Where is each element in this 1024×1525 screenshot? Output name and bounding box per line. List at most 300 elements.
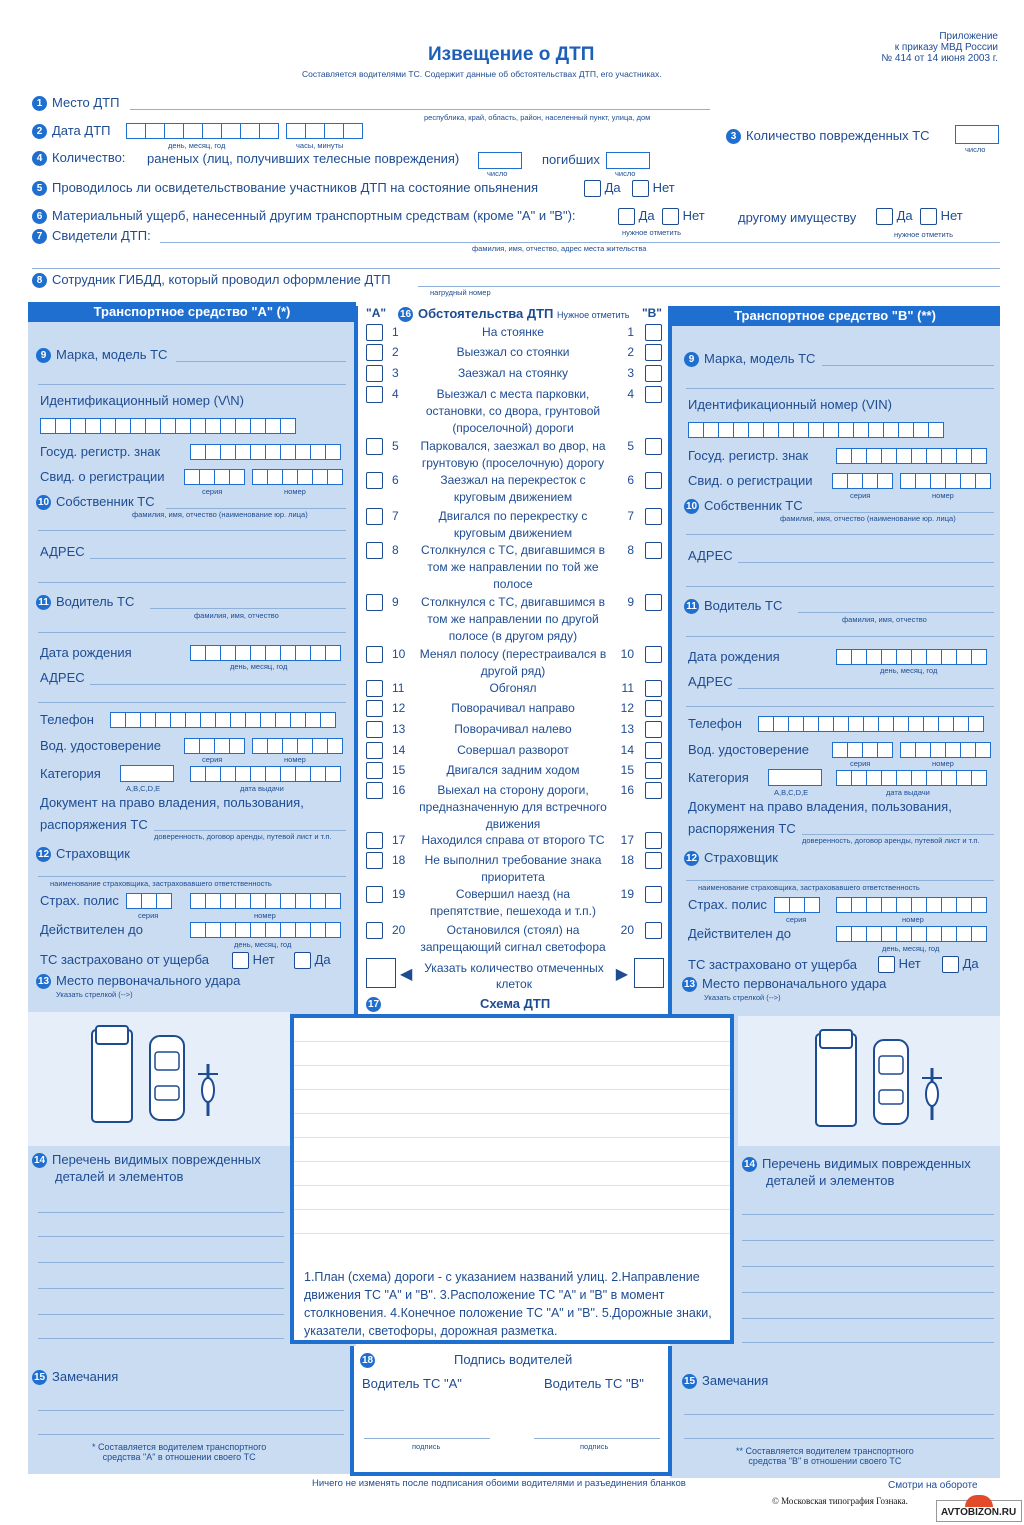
a-damage-line[interactable] [38, 1338, 284, 1339]
b-damage-line[interactable] [742, 1342, 994, 1343]
time-hint: часы, минуты [296, 141, 344, 150]
a-license-label: Вод. удостоверение [40, 738, 161, 753]
a-remarks-line[interactable] [38, 1434, 344, 1435]
a-footnote: * Составляется водителем транспортного средства "А" в отношении своего ТС [92, 1442, 267, 1462]
circumstance-text: Заезжал на стоянку [457, 366, 569, 380]
b-issue-date-input[interactable] [836, 770, 986, 786]
category-hint: A,B,C,D,E [126, 784, 161, 793]
circumstance-a-checkbox[interactable] [366, 721, 383, 738]
circumstances-panel [354, 306, 672, 1016]
circumstance-row [358, 324, 668, 342]
b-category-label: Категория [688, 770, 749, 785]
a-policy-series-input[interactable] [126, 893, 171, 909]
a-remarks-line[interactable] [38, 1410, 344, 1411]
field-2-date: 2 Дата ДТП [32, 123, 111, 139]
a-model-input-2[interactable] [38, 384, 346, 385]
alcohol-no-checkbox[interactable] [632, 180, 649, 197]
mark-hint: нужное отметить [894, 230, 954, 239]
other-no-checkbox[interactable] [920, 208, 937, 225]
b-birth-input[interactable] [836, 649, 986, 665]
row-number: 9 [392, 595, 399, 609]
circumstance-text: Находился справа от второго ТС [421, 833, 605, 847]
dead-count-input[interactable] [606, 152, 650, 169]
appendix-line: к приказу МВД России [894, 42, 998, 53]
b-license-label: Вод. удостоверение [688, 742, 809, 757]
a-driver-input[interactable] [150, 608, 346, 609]
row-number: 10 [620, 647, 634, 661]
circumstance-b-checkbox[interactable] [645, 594, 662, 611]
driver-b-signature-line[interactable] [534, 1438, 660, 1439]
row-number: 11 [621, 681, 634, 695]
a-license-number-input[interactable] [252, 738, 342, 754]
number-badge: 18 [361, 1355, 374, 1367]
row-number: 11 [392, 681, 405, 695]
b-insured-label: ТС застраховано от ущерба [688, 957, 858, 972]
b-damage-line[interactable] [742, 1266, 994, 1267]
b-vin-label: Идентификационный номер (VIN) [688, 397, 892, 412]
damaged-count-input[interactable] [955, 125, 999, 144]
a-vin-input[interactable] [40, 418, 295, 434]
circumstance-a-checkbox[interactable] [366, 762, 383, 779]
circumstance-b-checkbox[interactable] [645, 742, 662, 759]
field-8-officer: 8 Сотрудник ГИБДД, который проводил оформление ДТП [32, 272, 391, 288]
circumstance-a-checkbox[interactable] [366, 700, 383, 717]
circumstance-text: Двигался по перекрестку с круговым движением [438, 509, 588, 540]
vehicle-silhouettes-a[interactable] [86, 1024, 226, 1124]
injured-count-input[interactable] [478, 152, 522, 169]
a-owner-input-2[interactable] [38, 530, 346, 531]
a-damage-line[interactable] [38, 1288, 284, 1289]
number-badge: 14 [743, 1159, 756, 1171]
signature-area [350, 1346, 672, 1476]
circumstance-b-checkbox[interactable] [645, 832, 662, 849]
driver-b-sign-label: Водитель ТС "В" [544, 1376, 644, 1391]
row-number: 17 [620, 833, 634, 847]
circumstance-a-checkbox[interactable] [366, 742, 383, 759]
witnesses-input-line[interactable] [160, 242, 1000, 243]
b-driver-address-input[interactable] [738, 688, 994, 689]
col-a-label: "А" [366, 306, 387, 320]
circumstance-text: Выехал на сторону дороги, предназначенную для встречного движения [419, 783, 607, 831]
circumstance-row [358, 472, 668, 506]
circumstance-a-checkbox[interactable] [366, 508, 383, 525]
impact-hint: Указать стрелкой (-->) [56, 990, 133, 999]
row-number: 14 [620, 743, 634, 757]
circumstance-a-checkbox[interactable] [366, 782, 383, 799]
field-3-damaged-count: 3 Количество поврежденных ТС [726, 128, 930, 144]
other-property-label: другому имуществу [738, 210, 857, 225]
row-number: 5 [392, 439, 399, 453]
a-policy-number-input[interactable] [190, 893, 340, 909]
number-badge: 5 [32, 181, 47, 196]
b-damage-line[interactable] [742, 1214, 994, 1215]
issue-date-hint: дата выдачи [886, 788, 930, 797]
series-hint: серия [786, 915, 807, 924]
a-driver-label: 11 Водитель ТС [36, 594, 134, 610]
a-model-input[interactable] [176, 361, 346, 362]
number-badge: 6 [32, 209, 47, 224]
circumstance-b-checkbox[interactable] [645, 721, 662, 738]
injured-hint: число [487, 169, 508, 178]
b-insurer-input[interactable] [686, 880, 994, 881]
circumstance-b-checkbox[interactable] [645, 472, 662, 489]
row-number: 7 [627, 509, 634, 523]
number-hint: номер [284, 487, 306, 496]
circumstance-a-checkbox[interactable] [366, 680, 383, 697]
circumstance-a-checkbox[interactable] [366, 472, 383, 489]
circumstance-b-checkbox[interactable] [645, 886, 662, 903]
car-icon [150, 1036, 184, 1120]
circumstance-a-checkbox[interactable] [366, 594, 383, 611]
scheme-title: 17 Схема ДТП [367, 996, 551, 1011]
circumstance-row [358, 508, 668, 542]
b-birth-label: Дата рождения [688, 649, 780, 664]
number-badge: 15 [683, 1376, 696, 1388]
a-driver-address-input-2[interactable] [38, 702, 346, 703]
number-badge: 8 [32, 273, 47, 288]
circumstance-b-checkbox[interactable] [645, 508, 662, 525]
alcohol-yes-checkbox[interactable] [584, 180, 601, 197]
a-damage-label: 14 Перечень видимых поврежденных [33, 1152, 261, 1167]
b-insurer-label: 12 Страховщик [685, 850, 778, 865]
vehicle-b-header: Транспортное средство "В" (**) [670, 306, 1000, 326]
witnesses-hint: фамилия, имя, отчество, адрес места жительства [472, 244, 647, 253]
b-reg-series-input[interactable] [832, 473, 892, 489]
b-doc-label-1: Документ на право владения, пользования, [688, 799, 952, 814]
circumstance-a-checkbox[interactable] [366, 386, 383, 403]
circumstance-b-checkbox[interactable] [645, 365, 662, 382]
a-plate-label: Госуд. регистр. знак [40, 444, 161, 459]
circumstance-a-checkbox[interactable] [366, 886, 383, 903]
a-damage-line[interactable] [38, 1262, 284, 1263]
a-doc-label-1: Документ на право владения, пользования, [40, 795, 304, 810]
row-number: 17 [392, 833, 406, 847]
circumstance-b-checkbox[interactable] [645, 782, 662, 799]
b-insured-yes-checkbox[interactable] [942, 956, 959, 973]
a-birth-input[interactable] [190, 645, 340, 661]
b-model-input[interactable] [822, 365, 994, 366]
a-issue-date-input[interactable] [190, 766, 340, 782]
number-badge: 13 [37, 976, 50, 988]
b-policy-label: Страх. полис [688, 897, 767, 912]
b-valid-input[interactable] [836, 926, 986, 942]
birth-hint: день, месяц, год [230, 662, 288, 671]
circumstance-row [358, 782, 668, 832]
circumstance-text: Обгонял [489, 681, 537, 695]
circumstance-a-checkbox[interactable] [366, 542, 383, 559]
circumstances-header [358, 306, 668, 324]
row-number: 8 [627, 543, 634, 557]
b-category-input[interactable] [768, 769, 822, 786]
number-hint: номер [284, 755, 306, 764]
number-badge: 4 [32, 151, 47, 166]
row-number: 10 [392, 647, 406, 661]
count-label: Указать количество отмеченных клеток [424, 961, 604, 991]
signature-title: 18 Подпись водителей [361, 1352, 573, 1367]
row-number: 1 [392, 325, 399, 339]
row-number: 13 [392, 722, 406, 736]
b-reg-number-input[interactable] [900, 473, 990, 489]
circumstance-row [358, 700, 668, 718]
circumstance-text: Совершал разворот [457, 743, 569, 757]
b-insured-no-checkbox[interactable] [878, 956, 895, 973]
circumstance-b-checkbox[interactable] [645, 762, 662, 779]
number-badge: 10 [37, 497, 50, 509]
circumstance-a-checkbox[interactable] [366, 365, 383, 382]
b-damage-line[interactable] [742, 1240, 994, 1241]
damage-yes: Да [618, 208, 655, 225]
count-box-a[interactable] [366, 958, 396, 988]
circumstance-a-checkbox[interactable] [366, 922, 383, 939]
b-damage-line[interactable] [742, 1292, 994, 1293]
b-plate-input[interactable] [836, 448, 986, 464]
date-hint: день, месяц, год [168, 141, 226, 150]
arrow-right-icon: ▶ [615, 966, 628, 983]
a-insured-no-checkbox[interactable] [232, 952, 249, 969]
a-reg-label: Свид. о регистрации [40, 469, 165, 484]
a-phone-label: Телефон [40, 712, 94, 727]
circumstance-row [358, 344, 668, 362]
row-number: 16 [392, 783, 406, 797]
circumstance-a-checkbox[interactable] [366, 438, 383, 455]
b-owner-input-2[interactable] [686, 534, 994, 535]
count-row [358, 958, 668, 992]
scheme-note: 1.План (схема) дороги - с указанием названий улиц. 2.Направление движения ТС "А" и "В". 3.Расположение ТС "А" и "В" в момент столкновения. 4.Конечное положение ТС "А" и "В". 5.Дорожные знаки, указатели, светофоры, дорожная разметка. [304, 1270, 712, 1338]
a-phone-input[interactable] [110, 712, 335, 728]
valid-hint: день, месяц, год [882, 944, 940, 953]
row-number: 3 [392, 366, 399, 380]
doc-hint: доверенность, договор аренды, путевой лист и т.п. [802, 836, 980, 845]
circumstance-row [358, 832, 668, 850]
a-owner-input[interactable] [166, 508, 346, 509]
place-hint: республика, край, область, район, населенный пункт, улица, дом [424, 113, 651, 122]
a-driver-address-input[interactable] [90, 684, 346, 685]
circumstance-text: Столкнулся с ТС, двигавшимся в том же направлении по той же полосе [421, 543, 605, 591]
b-doc-label-2: распоряжения ТС [688, 821, 796, 836]
b-driver-address-input-2[interactable] [686, 706, 994, 707]
row-number: 1 [627, 325, 634, 339]
series-hint: серия [202, 487, 223, 496]
witnesses-input-line-2[interactable] [32, 268, 1000, 269]
a-damage-line[interactable] [38, 1314, 284, 1315]
b-driver-label: 11 Водитель ТС [684, 598, 782, 614]
circumstance-b-checkbox[interactable] [645, 700, 662, 717]
a-doc-input[interactable] [154, 830, 346, 831]
circumstance-b-checkbox[interactable] [645, 542, 662, 559]
row-number: 18 [620, 853, 634, 867]
printer-note: © Московская типография Гознака. [772, 1496, 908, 1506]
owner-hint: фамилия, имя, отчество (наименование юр. лица) [780, 514, 956, 523]
circumstance-b-checkbox[interactable] [645, 922, 662, 939]
a-owner-label: 10 Собственник ТС [37, 494, 155, 509]
circumstance-a-checkbox[interactable] [366, 832, 383, 849]
a-driver-input-2[interactable] [38, 632, 346, 633]
b-phone-label: Телефон [688, 716, 742, 731]
b-insured-no: Нет [878, 956, 921, 973]
count-box-b[interactable] [634, 958, 664, 988]
row-number: 15 [392, 763, 406, 777]
row-number: 18 [392, 853, 406, 867]
circumstance-row [358, 852, 668, 886]
row-number: 2 [627, 345, 634, 359]
row-number: 13 [620, 722, 634, 736]
a-model-label: 9 Марка, модель ТС [36, 347, 167, 363]
a-category-label: Категория [40, 766, 101, 781]
b-impact-label: 13 Место первоначального удара [683, 976, 887, 991]
a-insured-yes: Да [294, 952, 331, 969]
mark-hint: нужное отметить [622, 228, 682, 237]
arrow-left-icon: ◀ [400, 966, 413, 983]
number-hint: номер [932, 759, 954, 768]
category-hint: A,B,C,D,E [774, 788, 809, 797]
insurer-hint: наименование страховщика, застраховавшего ответственность [698, 883, 920, 892]
a-reg-series-input[interactable] [184, 469, 244, 485]
doc-hint: доверенность, договор аренды, путевой лист и т.п. [154, 832, 332, 841]
appendix-line: Приложение [939, 31, 998, 42]
issue-date-hint: дата выдачи [240, 784, 284, 793]
row-number: 4 [392, 387, 399, 401]
circumstance-row [358, 680, 668, 698]
series-hint: серия [202, 755, 223, 764]
number-badge: 1 [32, 96, 47, 111]
circumstance-a-checkbox[interactable] [366, 852, 383, 869]
circumstance-b-checkbox[interactable] [645, 438, 662, 455]
b-model-label: 9 Марка, модель ТС [684, 351, 815, 367]
b-remarks-line[interactable] [684, 1414, 994, 1415]
place-input-line[interactable] [130, 109, 710, 110]
circumstance-text: Выезжал со стоянки [456, 345, 570, 359]
appendix-note [881, 31, 998, 64]
circumstance-row [358, 721, 668, 739]
field-7-witnesses: 7 Свидетели ДТП: [32, 228, 151, 244]
b-license-series-input[interactable] [832, 742, 892, 758]
damage-no: Нет [662, 208, 705, 225]
valid-hint: день, месяц, год [234, 940, 292, 949]
a-reg-number-input[interactable] [252, 469, 342, 485]
circumstance-a-checkbox[interactable] [366, 324, 383, 341]
b-vin-input[interactable] [688, 422, 943, 438]
number-badge: 17 [367, 999, 380, 1011]
driver-a-signature-line[interactable] [364, 1438, 490, 1439]
injured-label: раненых (лиц, получивших телесные повреждения) [147, 151, 460, 166]
circumstance-b-checkbox[interactable] [645, 324, 662, 341]
number-badge: 9 [36, 348, 51, 363]
number-badge: 14 [33, 1155, 46, 1167]
a-damage-line[interactable] [38, 1236, 284, 1237]
circumstance-b-checkbox[interactable] [645, 344, 662, 361]
b-doc-input[interactable] [802, 834, 994, 835]
b-footnote: ** Составляется водителем транспортного средства "В" в отношении своего ТС [736, 1446, 914, 1466]
b-phone-input[interactable] [758, 716, 983, 732]
circumstance-text: Поворачивал направо [451, 701, 575, 715]
circumstance-b-checkbox[interactable] [645, 386, 662, 403]
officer-hint: нагрудный номер [430, 288, 491, 297]
scheme-grid [294, 1018, 730, 1256]
a-plate-input[interactable] [190, 444, 340, 460]
officer-input-line[interactable] [418, 286, 1000, 287]
a-insured-yes-checkbox[interactable] [294, 952, 311, 969]
form-subtitle: Составляется водителями ТС. Содержит данные об обстоятельствах ДТП, его участниках. [302, 69, 662, 79]
circumstance-a-checkbox[interactable] [366, 646, 383, 663]
helmet-icon [965, 1495, 993, 1507]
series-hint: серия [850, 759, 871, 768]
accident-scheme-area[interactable] [290, 1014, 734, 1344]
row-number: 7 [392, 509, 399, 523]
a-insurer-label: 12 Страховщик [37, 846, 130, 861]
row-number: 9 [627, 595, 634, 609]
row-number: 6 [392, 473, 399, 487]
circumstance-text: На стоянке [482, 325, 544, 339]
a-driver-address-label: АДРЕС [40, 670, 85, 685]
circumstance-text: Менял полосу (перестраивался в другой ряд) [419, 647, 607, 678]
a-insured-no: Нет [232, 952, 275, 969]
circumstance-b-checkbox[interactable] [645, 646, 662, 663]
sign-hint-b: подпись [580, 1442, 609, 1451]
vehicle-silhouettes-b[interactable] [810, 1028, 950, 1128]
number-badge: 15 [33, 1372, 46, 1384]
circumstance-text: Выезжал с места парковки, остановки, со двора, грунтовой (проселочной) дороги [425, 387, 601, 435]
b-address-input[interactable] [738, 562, 994, 563]
a-license-series-input[interactable] [184, 738, 244, 754]
date-input[interactable] [126, 123, 278, 139]
b-damage-line[interactable] [742, 1318, 994, 1319]
circumstance-b-checkbox[interactable] [645, 852, 662, 869]
see-back-note: Смотри на обороте [888, 1480, 978, 1491]
number-badge: 12 [37, 849, 50, 861]
other-yes-checkbox[interactable] [876, 208, 893, 225]
damage-no-checkbox[interactable] [662, 208, 679, 225]
a-damage-line[interactable] [38, 1212, 284, 1213]
b-policy-series-input[interactable] [774, 897, 819, 913]
series-hint: серия [138, 911, 159, 920]
number-badge: 9 [684, 352, 699, 367]
a-vin-label: Идентификационный номер (V\N) [40, 393, 244, 408]
b-address-input-2[interactable] [686, 586, 994, 587]
b-policy-number-input[interactable] [836, 897, 986, 913]
a-policy-label: Страх. полис [40, 893, 119, 908]
field-6-damage: 6 Материальный ущерб, нанесенный другим транспортным средствам (кроме "А" и "В"): [32, 208, 576, 224]
b-license-number-input[interactable] [900, 742, 990, 758]
b-remarks-line[interactable] [684, 1438, 994, 1439]
owner-hint: фамилия, имя, отчество (наименование юр. лица) [132, 510, 308, 519]
a-address-input-2[interactable] [38, 582, 346, 583]
row-number: 20 [392, 923, 406, 937]
b-driver-input[interactable] [798, 612, 994, 613]
number-badge: 11 [684, 599, 699, 614]
field-4-casualties: 4 Количество: [32, 150, 125, 166]
number-badge: 7 [32, 229, 47, 244]
b-driver-address-label: АДРЕС [688, 674, 733, 689]
circumstances-title: 16 Обстоятельства ДТП Нужное отметить [399, 306, 630, 321]
b-owner-label: 10 Собственник ТС [685, 498, 803, 513]
time-input[interactable] [286, 123, 362, 139]
a-valid-input[interactable] [190, 922, 340, 938]
b-driver-input-2[interactable] [686, 636, 994, 637]
circumstance-b-checkbox[interactable] [645, 680, 662, 697]
a-category-input[interactable] [120, 765, 174, 782]
b-model-input-2[interactable] [686, 388, 994, 389]
row-number: 6 [627, 473, 634, 487]
field-1-place: 1 Место ДТП [32, 95, 119, 111]
circumstance-row [358, 742, 668, 760]
damage-yes-checkbox[interactable] [618, 208, 635, 225]
b-owner-input[interactable] [814, 512, 994, 513]
a-address-input[interactable] [90, 558, 346, 559]
row-number: 2 [392, 345, 399, 359]
sign-hint-a: подпись [412, 1442, 441, 1451]
a-insurer-input[interactable] [38, 876, 346, 877]
circumstance-a-checkbox[interactable] [366, 344, 383, 361]
